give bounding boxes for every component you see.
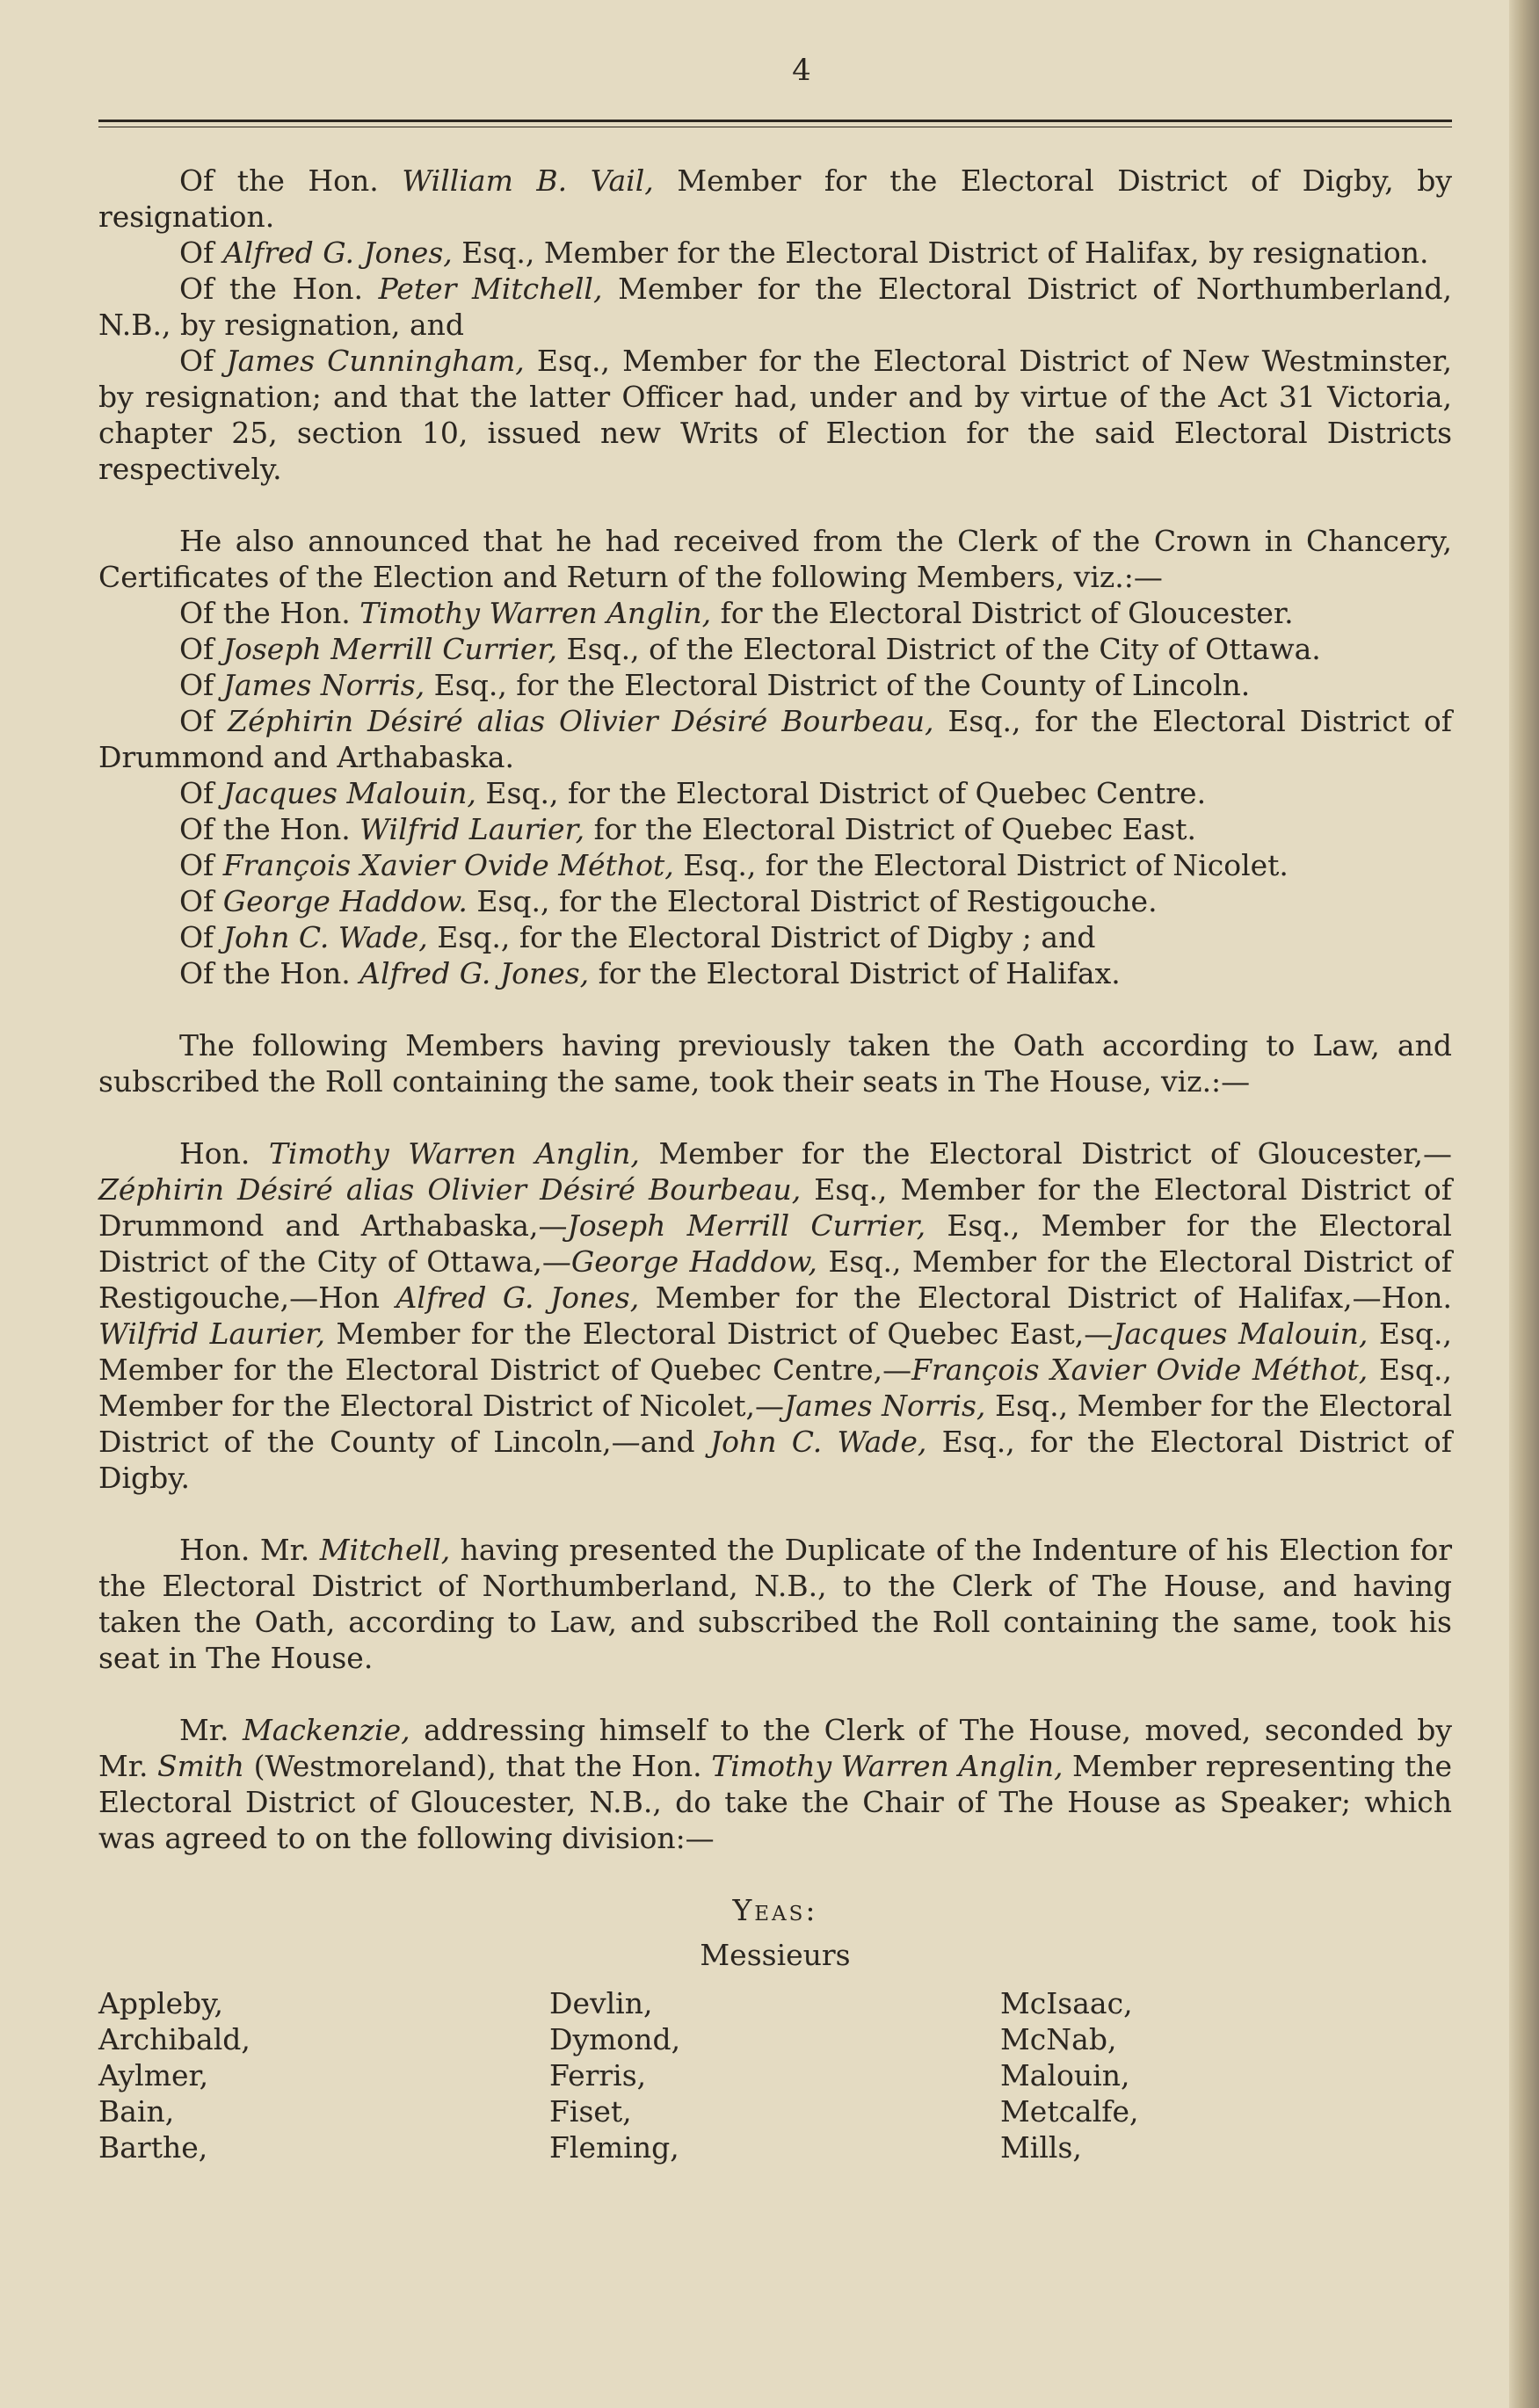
member-name: Ferris,: [549, 2058, 647, 2092]
member-name: Bain,: [98, 2094, 175, 2129]
resignation-entry: Of the Hon. Peter Mitchell, Member for the Electoral District of Northumberland, N.B., by resignation, and: [98, 272, 1452, 342]
member-name: Aylmer,: [98, 2058, 209, 2092]
mitchell-paragraph: Hon. Mr. Mitchell, having presented the Duplicate of the Indenture of his Election for the Electoral District of Northumberland, N.B., to the Clerk of The House, and having taken the Oath, according to Law, and subscribed the Roll containing the same, took his seat in The House.: [98, 1533, 1452, 1675]
resignation-entry: Of James Cunningham, Esq., Member for the Electoral District of New Westminster, by resignation; and that the latter Officer had, under and by virtue of the Act 31 Victoria, chapter 25, section 10, issued new Writs of Election for the said Electoral Districts respectively.: [98, 344, 1452, 486]
member-name: Appleby,: [98, 1986, 224, 2020]
return-entry: Of Zéphirin Désiré alias Olivier Désiré Bourbeau, Esq., for the Electoral District of Drummond and Arthabaska.: [98, 704, 1452, 774]
oath-intro-paragraph: The following Members having previously taken the Oath according to Law, and subscribed the Roll containing the same, took their seats in The House, viz.:—: [98, 1028, 1452, 1099]
return-entry: Of Joseph Merrill Currier, Esq., of the Electoral District of the City of Ottawa.: [179, 632, 1321, 666]
return-entry: Of James Norris, Esq., for the Electoral District of the County of Lincoln.: [179, 668, 1251, 702]
page-content: [98, 163, 1452, 2165]
yeas-column: [1000, 1985, 1451, 2165]
header-rule-thick: [98, 120, 1452, 122]
member-name: McNab,: [1000, 2022, 1117, 2056]
member-name: Metcalfe,: [1000, 2094, 1139, 2129]
return-entry: Of the Hon. Alfred G. Jones, for the Electoral District of Halifax.: [179, 956, 1121, 990]
member-name: Dymond,: [549, 2022, 681, 2056]
member-name: Fiset,: [549, 2094, 632, 2129]
resignation-entry: Of Alfred G. Jones, Esq., Member for the Electoral District of Halifax, by resignation.: [179, 236, 1429, 270]
division-title: Yeas:: [732, 1893, 818, 1927]
return-entry: Of John C. Wade, Esq., for the Electoral District of Digby ; and: [179, 920, 1096, 954]
member-name: Fleming,: [549, 2130, 679, 2165]
yeas-columns: [98, 1985, 1452, 2165]
member-name: Mills,: [1000, 2130, 1082, 2165]
return-entry: Of Jacques Malouin, Esq., for the Electoral District of Quebec Centre.: [179, 776, 1207, 810]
return-entry: Of the Hon. Timothy Warren Anglin, for the Electoral District of Gloucester.: [179, 596, 1294, 630]
member-name: Archibald,: [98, 2022, 250, 2056]
member-name: McIsaac,: [1000, 1986, 1133, 2020]
motion-paragraph: Mr. Mackenzie, addressing himself to the Clerk of The House, moved, seconded by Mr. Smith (Westmoreland), that the Hon. Timothy Warren Anglin, Member representing the Electoral District of Gloucester, N.B., do take the Chair of The House as Speaker; which was agreed to on the following division:—: [98, 1713, 1452, 1855]
member-name: Barthe,: [98, 2130, 208, 2165]
return-entry: Of François Xavier Ovide Méthot, Esq., for the Electoral District of Nicolet.: [179, 848, 1289, 882]
seated-members-paragraph: Hon. Timothy Warren Anglin, Member for the Electoral District of Gloucester,—Zéphirin Désiré alias Olivier Désiré Bourbeau, Esq., Member for the Electoral District of Drummond and Arthabaska,—Joseph Merrill Currier, Esq., Member for the Electoral District of the City of Ottawa,—George Haddow, Esq., Member for the Electoral District of Restigouche,—Hon Alfred G. Jones, Member for the Electoral District of Halifax,—Hon. Wilfrid Laurier, Member for the Electoral District of Quebec East,—Jacques Malouin, Esq., Member for the Electoral District of Quebec Centre,—François Xavier Ovide Méthot, Esq., Member for the Electoral District of Nicolet,—James Norris, Esq., Member for the Electoral District of the County of Lincoln,—and John C. Wade, Esq., for the Electoral District of Digby.: [98, 1136, 1452, 1495]
resignation-entry: Of the Hon. William B. Vail, Member for the Electoral District of Digby, by resignation.: [98, 163, 1453, 234]
announcement-paragraph: He also announced that he had received from the Clerk of the Crown in Chancery, Certificates of the Election and Return of the following Members, viz.:—: [98, 524, 1452, 594]
page-edge: [1509, 0, 1539, 2408]
yeas-column: [98, 1985, 549, 2165]
returns-list: [98, 595, 1452, 991]
member-name: Devlin,: [549, 1986, 653, 2020]
resignation-list: [98, 163, 1452, 487]
return-entry: Of the Hon. Wilfrid Laurier, for the Electoral District of Quebec East.: [179, 812, 1197, 846]
member-name: Malouin,: [1000, 2058, 1130, 2092]
journal-page: [98, 53, 1452, 2165]
division-subtitle: Messieurs: [700, 1938, 851, 1972]
return-entry: Of George Haddow. Esq., for the Electoral District of Restigouche.: [179, 884, 1158, 918]
page-number: 4: [792, 53, 811, 88]
yeas-column: [549, 1985, 1000, 2165]
